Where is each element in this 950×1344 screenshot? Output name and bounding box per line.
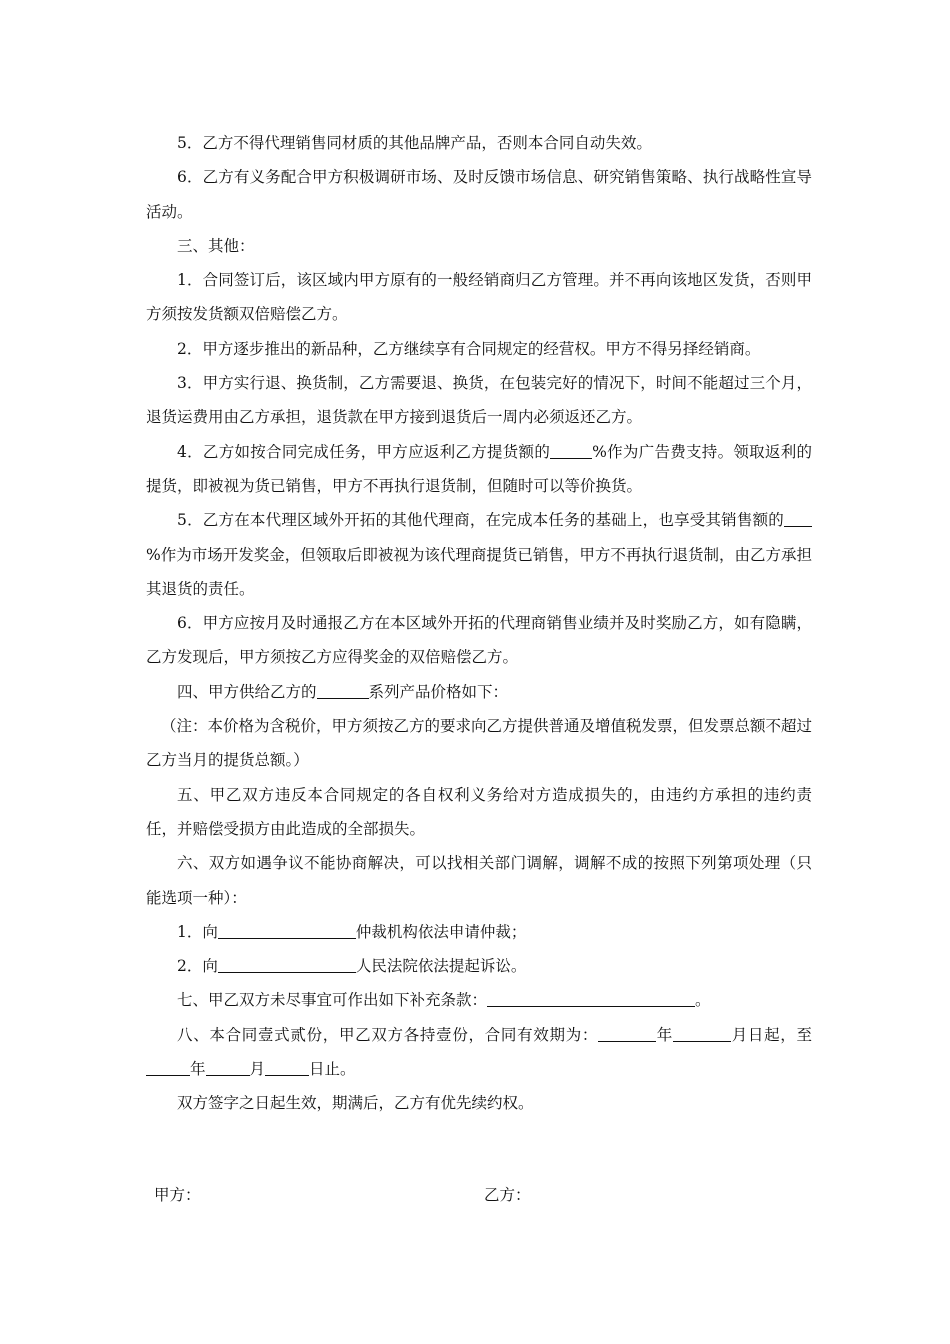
section-5: 五、甲乙双方违反本合同规定的各自权利义务给对方造成损失的，由违约方承担的违约责任，并赔偿受损方由此造成的全部损失。 — [146, 785, 812, 838]
clause-3-5-text-a: 5．乙方在本代理区域外开拓的其他代理商，在完成本任务的基础上，也享受其销售额的 — [177, 511, 784, 530]
end-year-label: 年 — [190, 1060, 206, 1079]
end-day-label: 日止。 — [309, 1060, 356, 1079]
clause-3-4-text-a: 4．乙方如按合同完成任务，甲方应返利乙方提货额的 — [177, 442, 551, 461]
section-3-heading: 三、其他： — [177, 236, 255, 255]
start-year-label: 年 — [656, 1025, 673, 1044]
end-year-blank — [146, 1060, 190, 1077]
clause-3-4-text-b: %作为广告费支持。领取返利的提货，即被视为货已销售，甲方不再执行退货制，但随时可以等价换货。 — [146, 442, 812, 495]
clause-3-3: 3．甲方实行退、换货制，乙方需要退、换货，在包装完好的情况下，时间不能超过三个月，退货运费用由乙方承担，退货款在甲方接到退货后一周内必须返还乙方。 — [146, 374, 812, 427]
clause-3-2: 2．甲方逐步推出的新品种，乙方继续享有合同规定的经营权。甲方不得另择经销商。 — [177, 339, 761, 358]
section-6-option-2 — [146, 949, 812, 983]
section-4 — [146, 675, 812, 709]
party-a-signature-label: 甲方： — [154, 1186, 201, 1204]
product-series-blank — [317, 682, 369, 699]
section-4-text-a: 四、甲方供给乙方的 — [177, 682, 317, 701]
contract-body — [146, 126, 812, 1121]
section-8-text-a: 八、本合同壹式贰份，甲乙双方各持壹份，合同有效期为： — [177, 1025, 599, 1044]
end-month-label: 月 — [249, 1060, 266, 1079]
option-2-text-b: 人民法院依法提起诉讼。 — [355, 957, 527, 976]
clause-3-1: 1．合同签订后，该区域内甲方原有的一般经销商归乙方管理。并不再向该地区发货，否则甲方须按发货额双倍赔偿乙方。 — [146, 271, 812, 324]
clause-2-6: 6．乙方有义务配合甲方积极调研市场、及时反馈市场信息、研究销售策略、执行战略性宣导活动。 — [146, 168, 812, 221]
section-6-option-1 — [146, 915, 812, 949]
end-day-blank — [265, 1060, 309, 1077]
section-7 — [146, 983, 812, 1017]
section-4-text-b: 系列产品价格如下： — [368, 682, 509, 701]
clause-2-5: 5．乙方不得代理销售同材质的其他品牌产品，否则本合同自动失效。 — [177, 134, 652, 152]
signature-row — [154, 1180, 794, 1210]
party-b-signature-label: 乙方： — [484, 1186, 531, 1204]
option-2-text-a: 2．向 — [177, 957, 218, 976]
clause-3-5 — [146, 503, 812, 606]
clause-3-4 — [146, 435, 812, 504]
option-1-text-a: 1．向 — [177, 922, 218, 941]
rebate-percent-blank — [550, 442, 592, 459]
section-7-text-b: 。 — [695, 991, 711, 1010]
supplementary-terms-blank — [487, 991, 695, 1008]
end-month-blank — [206, 1060, 250, 1077]
section-7-text-a: 七、甲乙双方未尽事宜可作出如下补充条款： — [177, 991, 488, 1010]
court-blank — [218, 957, 356, 974]
section-6: 六、双方如遇争议不能协商解决，可以找相关部门调解，调解不成的按照下列第项处理（只能选项一种）： — [146, 854, 812, 907]
option-1-text-b: 仲裁机构依法申请仲裁； — [355, 922, 527, 941]
clause-3-6: 6．甲方应按月及时通报乙方在本区域外开拓的代理商销售业绩并及时奖励乙方，如有隐瞒，乙方发现后，甲方须按乙方应得奖金的双倍赔偿乙方。 — [146, 614, 812, 667]
arbitration-body-blank — [218, 922, 356, 939]
start-month-blank — [673, 1025, 731, 1042]
bonus-percent-blank — [784, 511, 812, 528]
section-8 — [146, 1018, 812, 1087]
clause-3-5-text-b: %作为市场开发奖金，但领取后即被视为该代理商提货已销售，甲方不再执行退货制，由乙方承担其退货的责任。 — [146, 545, 812, 598]
start-month-label: 月日起，至 — [731, 1025, 812, 1044]
section-9: 双方签字之日起生效，期满后，乙方有优先续约权。 — [177, 1094, 534, 1113]
start-year-blank — [598, 1025, 656, 1042]
section-4-note: （注：本价格为含税价，甲方须按乙方的要求向乙方提供普通及增值税发票，但发票总额不超过乙方当月的提货总额。） — [146, 717, 813, 770]
